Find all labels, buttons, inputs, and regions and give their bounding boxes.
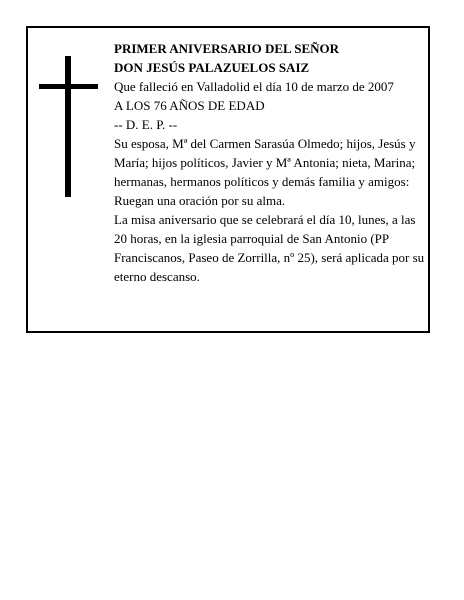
family-paragraph: Su esposa, Mª del Carmen Sarasúa Olmedo; hijos, Jesús y María; hijos políticos, Javier y Mª Antonia; nieta, Marina; hermanas, hermanos políticos y demás familia y amigos:: [114, 136, 416, 189]
heading-line-2: DON JESÚS PALAZUELOS SAIZ: [114, 60, 310, 75]
prayer-line: Ruegan una oración por su alma.: [114, 193, 286, 208]
heading-line-1: PRIMER ANIVERSARIO DEL SEÑOR: [114, 41, 340, 56]
obituary-notice: [26, 26, 430, 333]
cross-vertical-bar: [65, 56, 71, 197]
cross-horizontal-bar: [39, 84, 98, 89]
age-line: A LOS 76 AÑOS DE EDAD: [114, 98, 265, 113]
notice-text: [114, 39, 426, 286]
mass-paragraph: La misa aniversario que se celebrará el día 10, lunes, a las 20 horas, en la iglesia parroquial de San Antonio (PP Franciscanos, Paseo de Zorrilla, nº 25), será aplicada por su eterno descanso.: [114, 212, 425, 284]
death-info: Que falleció en Valladolid el día 10 de marzo de 2007: [114, 79, 394, 94]
rip-line: -- D. E. P. --: [114, 117, 178, 132]
